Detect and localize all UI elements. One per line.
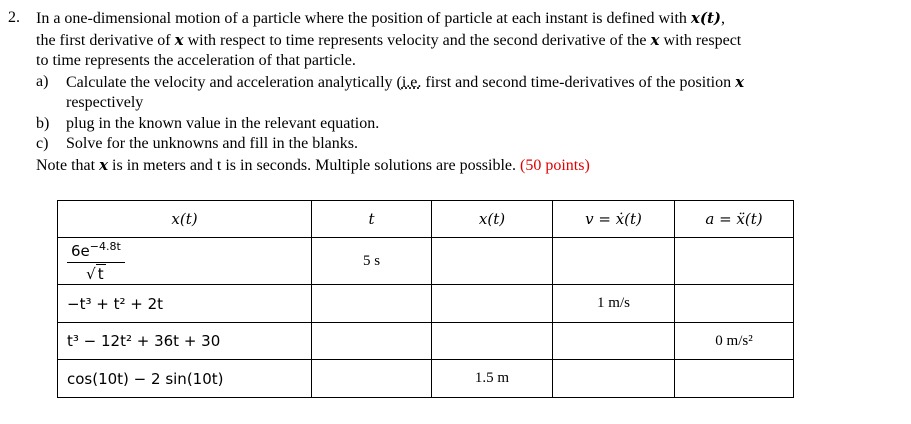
time-cell[interactable] [312, 360, 432, 398]
part-a-label: a) [36, 72, 49, 90]
header-position-function: x(t) [58, 201, 312, 238]
note-text-1: Note that [36, 156, 100, 174]
position-cell[interactable] [432, 323, 553, 360]
part-b [36, 114, 903, 135]
x-symbol: x [650, 30, 660, 49]
position-function-cell [58, 238, 312, 285]
part-a [36, 72, 903, 94]
position-function-cell: cos(10t) − 2 sin(10t) [58, 360, 312, 398]
intro-line-3: to time represents the acceleration of that particle. [36, 52, 356, 69]
question-number: 2. [8, 9, 20, 26]
position-symbol: x(t) [690, 9, 721, 27]
acceleration-cell[interactable]: 0 m/s² [675, 323, 794, 360]
intro-line [36, 8, 903, 30]
intro-comma: , [720, 10, 725, 27]
velocity-cell[interactable] [553, 238, 675, 285]
acceleration-cell[interactable] [675, 360, 794, 398]
velocity-cell[interactable]: 1 m/s [553, 285, 675, 323]
table-row [58, 323, 794, 360]
motion-table [57, 200, 794, 398]
time-cell[interactable] [312, 285, 432, 323]
numerator-exponent: −4.8t [89, 239, 121, 253]
part-b-text: plug in the known value in the relevant equation. [66, 114, 380, 132]
header-velocity: v = ẋ(t) [553, 201, 675, 238]
x-symbol: x [735, 72, 745, 91]
header-time: t [312, 201, 432, 238]
question-block [8, 8, 903, 176]
part-c [36, 134, 903, 155]
line2-text-3: with respect [659, 31, 742, 49]
x-symbol: x [174, 30, 184, 49]
position-function-cell: t³ − 12t² + 36t + 30 [58, 323, 312, 360]
points-label: (50 points) [520, 156, 590, 174]
position-cell[interactable] [432, 285, 553, 323]
numerator-coefficient: 6e [71, 241, 90, 260]
fraction-denominator [67, 263, 125, 283]
time-cell[interactable] [312, 323, 432, 360]
table-row [58, 360, 794, 398]
intro-text: In a one-dimensional motion of a particle where the position of particle at each instant is defined with [36, 10, 691, 27]
note-text-2: is in meters and t is in seconds. Multiple solutions are possible. [108, 156, 521, 174]
header-position-value: x(t) [432, 201, 553, 238]
position-function-cell: −t³ + t² + 2t [58, 285, 312, 323]
part-c-label: c) [36, 135, 49, 152]
intro-line-2 [36, 30, 903, 52]
part-a-text-2: first and second time-derivatives of the position [421, 73, 736, 91]
sqrt-symbol: √ [86, 264, 96, 283]
x-symbol: x [99, 155, 109, 174]
question-body [36, 8, 903, 176]
fraction-numerator [67, 240, 125, 263]
header-acceleration: a = ẍ(t) [675, 201, 794, 238]
part-a-text [66, 72, 903, 94]
velocity-cell[interactable] [553, 360, 675, 398]
position-cell[interactable] [432, 238, 553, 285]
velocity-cell[interactable] [553, 323, 675, 360]
fraction [67, 240, 125, 283]
table-row [58, 238, 794, 285]
table-header-row [58, 201, 794, 238]
acceleration-cell[interactable] [675, 285, 794, 323]
table-row [58, 285, 794, 323]
part-a-text-1: Calculate the velocity and acceleration analytically ( [66, 73, 402, 91]
ie-abbrev: i.e. [401, 73, 422, 91]
line2-text-2: with respect to time represents velocity and the second derivative of the [183, 31, 651, 49]
sqrt-radicand: t [97, 264, 104, 283]
part-c-text: Solve for the unknowns and fill in the blanks. [66, 135, 358, 152]
line2-text-1: the first derivative of [36, 31, 175, 49]
time-cell[interactable]: 5 s [312, 238, 432, 285]
note-line [36, 155, 903, 177]
position-cell[interactable]: 1.5 m [432, 360, 553, 398]
part-b-label: b) [36, 114, 50, 132]
acceleration-cell[interactable] [675, 238, 794, 285]
part-a-continuation: respectively [66, 94, 144, 111]
